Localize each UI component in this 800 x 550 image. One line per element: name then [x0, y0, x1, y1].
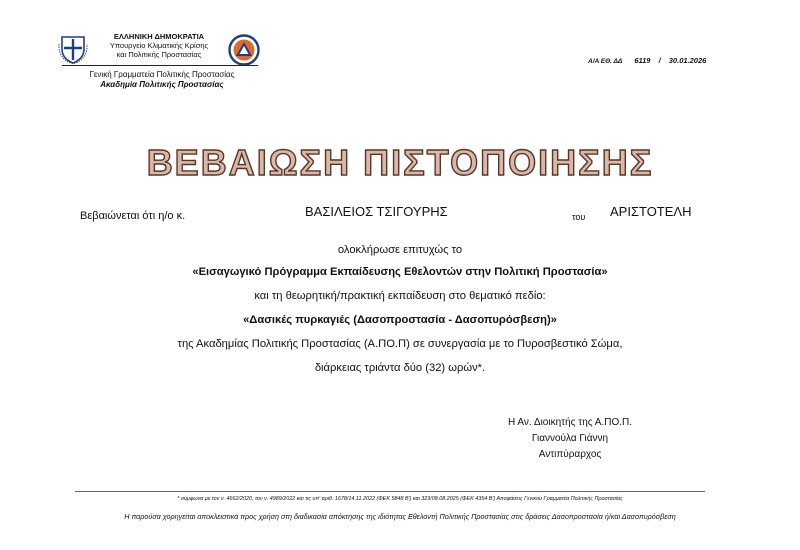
secretariat-name: Γενική Γραμματεία Πολιτικής Προστασίας — [89, 70, 235, 79]
greek-coat-of-arms-icon — [58, 34, 88, 64]
duration-text: διάρκειας τριάντα δύο (32) ωρών*. — [314, 362, 486, 374]
father-name: ΑΡΙΣΤΟΤΕΛΗ — [610, 204, 692, 219]
of-label: του — [572, 212, 586, 222]
signatory-role: Η Αν. Διοικητής της Α.ΠΟ.Π. — [507, 417, 633, 428]
completion-text: ολοκλήρωσε επιτυχώς το — [337, 244, 463, 256]
thematic-field: «Δασικές πυρκαγιές (Δασοπροστασία - Δασοπυρόσβεση)» — [243, 314, 557, 326]
attest-label: Βεβαιώνεται ότι η/ο κ. — [80, 210, 186, 222]
ministry-header — [94, 32, 224, 59]
certificate-title: ΒΕΒΑΙΩΣΗ ΠΙΣΤΟΠΟΙΗΣΗΣ — [146, 142, 654, 183]
protocol-label: Α/Α ΕΘ. ΔΔ — [588, 58, 623, 65]
program-name: «Εισαγωγικό Πρόγραμμα Εκπαίδευσης Εθελοντών στην Πολιτική Προστασία» — [192, 266, 608, 278]
training-text: και τη θεωρητική/πρακτική εκπαίδευση στο θεματικό πεδίο: — [254, 290, 546, 302]
footer-divider — [75, 491, 705, 492]
protocol-reference — [588, 56, 706, 65]
protocol-date: 30.01.2026 — [668, 56, 707, 65]
academy-name: Ακαδημία Πολιτικής Προστασίας — [100, 80, 224, 89]
footnote: * σύμφωνα με τον ν. 4662/2020, τον ν. 4989/2022 και τις υπ' αριθ. 1678/14.11.2022 (ΦΕΚ 5848 Β') και 323/08.08.2025 (ΦΕΚ 4354 Β') Αποφάσεις Γενικού Γραμματέα Πολιτικής Προστασίας — [177, 496, 623, 502]
signatory-rank: Αντιπύραρχος — [538, 449, 602, 460]
civil-protection-logo-icon — [228, 34, 260, 66]
collaboration-text: της Ακαδημίας Πολιτικής Προστασίας (Α.ΠΟ.Π) σε συνεργασία με το Πυροσβεστικό Σώμα, — [177, 338, 623, 350]
header-divider — [62, 65, 258, 66]
usage-disclaimer: Η παρούσα χορηγείται αποκλειστικά προς χρήση στη διαδικασία απόκτησης της ιδιότητας Εθελοντή Πολιτικής Προστασίας στις δράσεις Δασοπροστασία ή/και Δασοπυρόσβεση — [124, 512, 676, 521]
protocol-number: 6119 — [634, 56, 651, 65]
country-name: ΕΛΛΗΝΙΚΗ ΔΗΜΟΚΡΑΤΙΑ — [113, 32, 205, 41]
recipient-name: ΒΑΣΙΛΕΙΟΣ ΤΣΙΓΟΥΡΗΣ — [305, 204, 448, 219]
ministry-name-line1: Υπουργείο Κλιματικής Κρίσης — [109, 41, 209, 50]
ministry-name-line2: και Πολιτικής Προστασίας — [116, 50, 202, 59]
signatory-name: Γιαννούλα Γιάννη — [531, 433, 609, 444]
protocol-separator: / — [658, 56, 661, 65]
